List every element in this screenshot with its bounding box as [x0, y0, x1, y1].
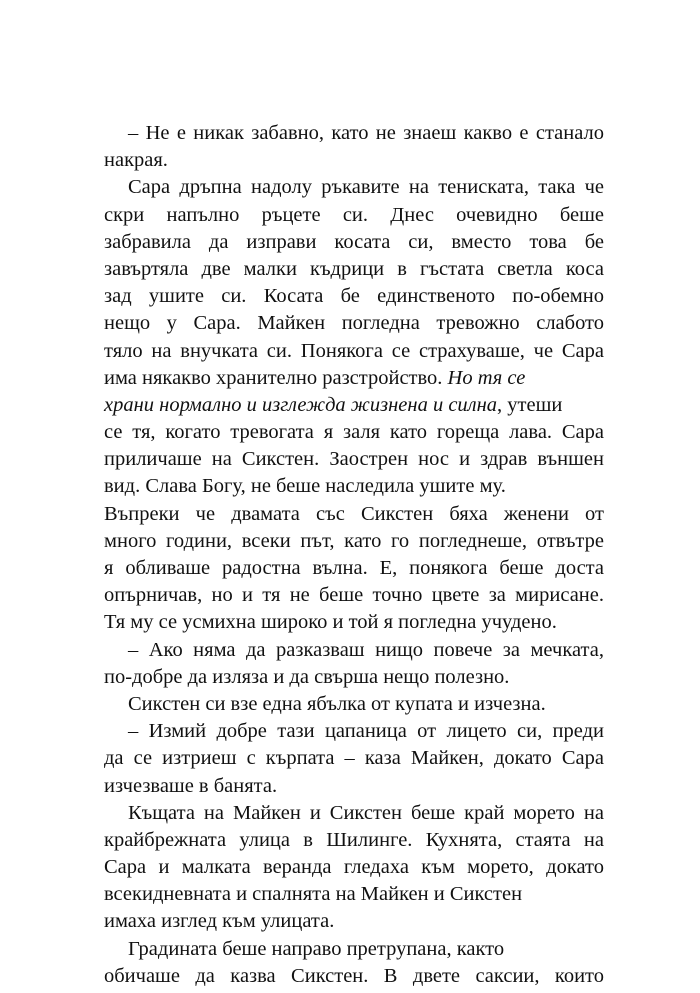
- text-line: [104, 365, 604, 392]
- text-line: – Ако няма да разказваш нищо повече за мечката,: [128, 638, 604, 661]
- text-line: [104, 392, 604, 419]
- text-line: Сикстен си взе една ябълка от купата и изчезна.: [128, 692, 546, 715]
- text-line: забравила да изправи косата си, вместо това бе: [104, 230, 604, 253]
- text-line: всекидневната и спалнята на Майкен и Сикстен: [104, 883, 523, 906]
- text-line: Тя му се усмихна широко и той я погледна учудено.: [104, 611, 557, 634]
- text-line: тяло на внучката си. Понякога се страхуваше, че Сара: [104, 339, 604, 362]
- text-line: крайбрежната улица в Шилинге. Кухнята, стаята на: [104, 828, 604, 851]
- text-line: скри напълно ръцете си. Днес очевидно беше: [104, 203, 604, 226]
- text-line: Къщата на Майкен и Сикстен беше край морето на: [128, 801, 604, 824]
- text-line: Градината беше направо претрупана, както: [128, 937, 505, 960]
- text-segment: , утеши: [497, 393, 563, 416]
- text-line: накрая.: [104, 149, 168, 172]
- text-line: – Не е никак забавно, като не знаеш какво е станало: [128, 122, 604, 144]
- text-line: нещо у Сара. Майкен погледна тревожно слабото: [104, 312, 604, 335]
- text-line: я обливаше радостна вълна. Е, понякога беше доста: [104, 557, 604, 579]
- text-line: завъртяла две малки къдрици в гъстата светла коса: [104, 257, 604, 280]
- text-line: Въпреки че двамата със Сикстен бяха женени от: [104, 502, 604, 525]
- text-line: опърничав, но и тя не беше точно цвете за мирисане.: [104, 584, 604, 607]
- text-line: вид. Слава Богу, не беше наследила ушите му.: [104, 475, 506, 498]
- text-line: – Измий добре тази цапаница от лицето си, преди: [128, 720, 604, 743]
- text-line: се тя, когато тревогата я заля като гореща лава. Сара: [104, 421, 604, 444]
- text-line: имаха изглед към улицата.: [104, 910, 335, 933]
- text-line: да се изтриеш с кърпата – каза Майкен, докато Сара: [104, 747, 604, 770]
- text-line: обичаше да казва Сикстен. В двете саксии, които: [104, 964, 604, 987]
- text-line: Сара дръпна надолу ръкавите на тениската, така че: [128, 176, 604, 199]
- text-line: Сара и малката веранда гледаха към морето, докато: [104, 856, 604, 879]
- text-line: по-добре да изляза и да свърша нещо полезно.: [104, 665, 510, 688]
- text-segment: има някакво хранително разстройство.: [104, 366, 443, 389]
- italic-thought: Но тя се: [447, 366, 526, 389]
- text-line: зад ушите си. Косата бе единственото по-обемно: [104, 285, 604, 308]
- text-line: много години, всеки път, като го погледнеше, отвътре: [104, 529, 604, 552]
- text-line: приличаше на Сикстен. Заострен нос и здрав външен: [104, 448, 604, 471]
- text-line: изчезваше в банята.: [104, 774, 278, 797]
- body-text: [104, 120, 604, 990]
- italic-thought: храни нормално и изглежда жизнена и силна: [104, 393, 498, 416]
